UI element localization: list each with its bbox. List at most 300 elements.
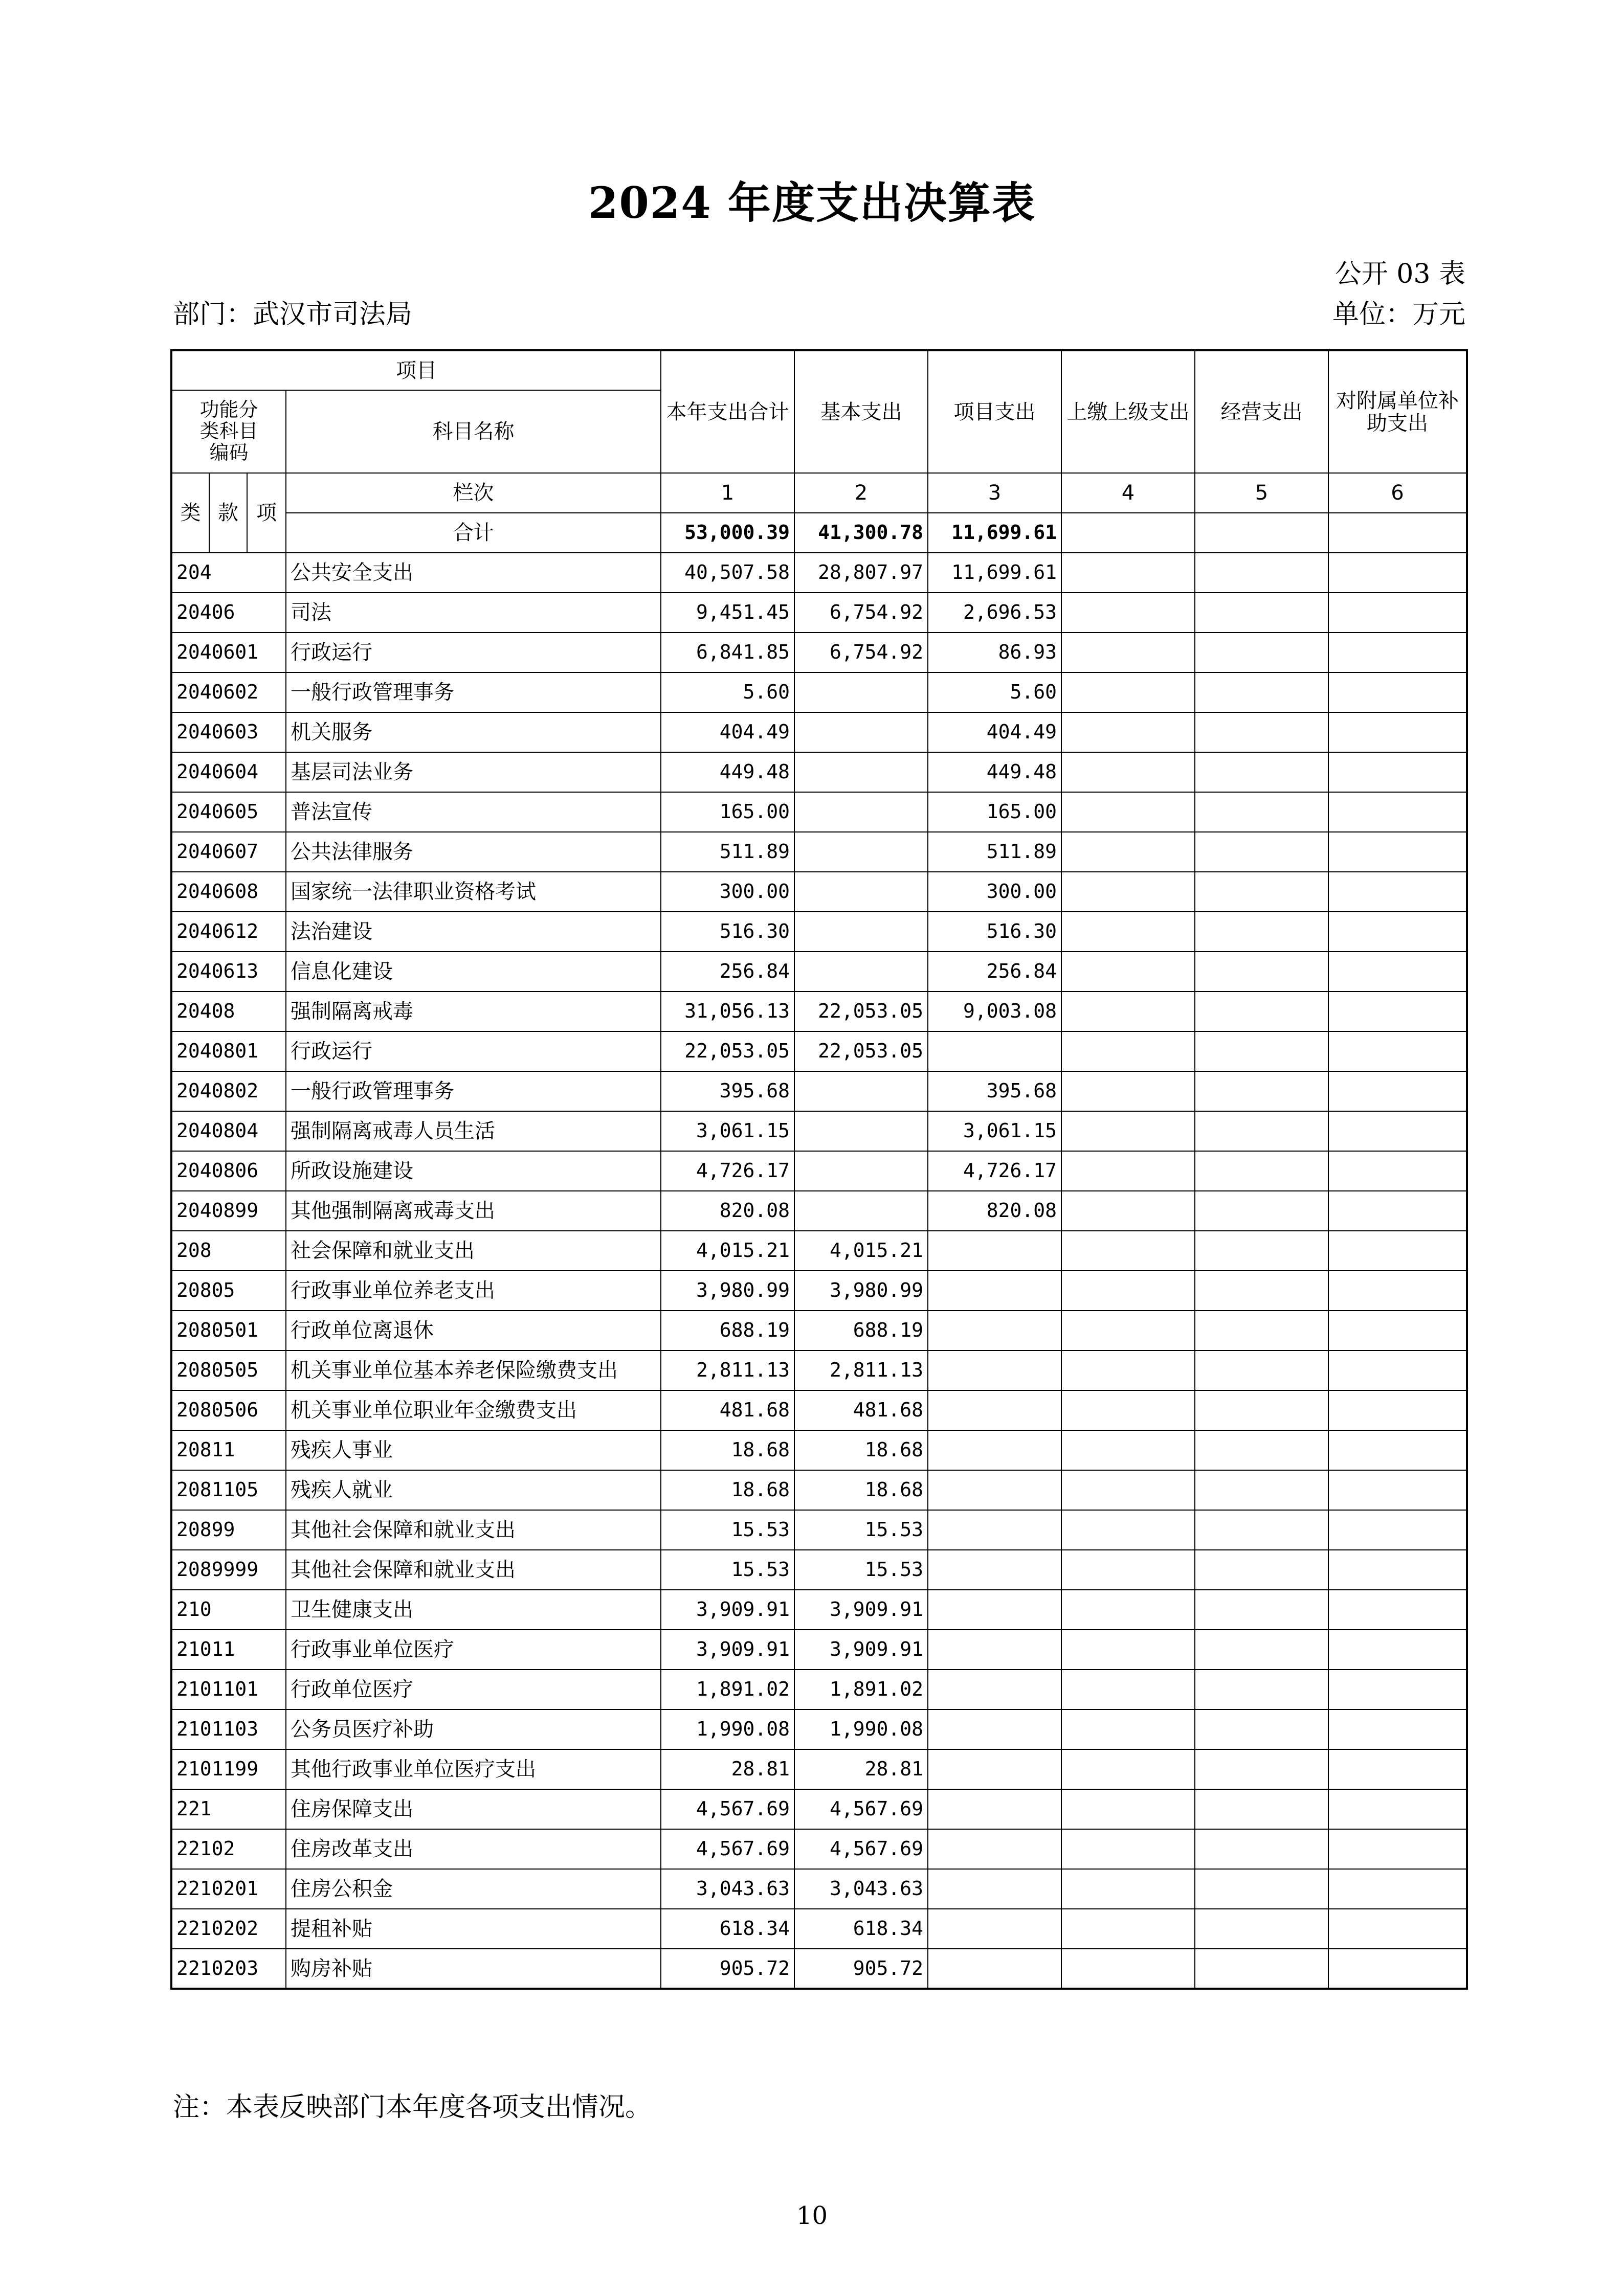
row-value xyxy=(928,1550,1061,1590)
row-value xyxy=(1328,1350,1467,1390)
row-name: 社会保障和就业支出 xyxy=(286,1231,661,1271)
row-value xyxy=(1328,1031,1467,1071)
row-value xyxy=(1061,1709,1195,1749)
row-value: 905.72 xyxy=(794,1949,928,1989)
row-value: 3,043.63 xyxy=(794,1869,928,1909)
row-value: 5.60 xyxy=(928,672,1061,712)
row-value: 511.89 xyxy=(928,832,1061,872)
row-value xyxy=(1328,1390,1467,1430)
row-value: 15.53 xyxy=(794,1550,928,1590)
row-code: 2210201 xyxy=(171,1869,286,1909)
row-code: 221 xyxy=(171,1789,286,1829)
row-name: 其他行政事业单位医疗支出 xyxy=(286,1749,661,1789)
row-value xyxy=(794,832,928,872)
row-value: 449.48 xyxy=(661,752,794,792)
row-code: 2040604 xyxy=(171,752,286,792)
row-name: 行政运行 xyxy=(286,633,661,672)
col-number-6: 6 xyxy=(1328,473,1467,513)
row-value xyxy=(1328,1470,1467,1510)
row-value xyxy=(1328,1630,1467,1670)
row-name: 行政单位医疗 xyxy=(286,1670,661,1709)
table-row xyxy=(171,1231,1467,1271)
row-value xyxy=(1328,1071,1467,1111)
row-name: 信息化建设 xyxy=(286,952,661,992)
row-value xyxy=(1195,593,1328,633)
row-value xyxy=(1061,1949,1195,1989)
row-value: 4,567.69 xyxy=(661,1829,794,1869)
row-value xyxy=(1195,633,1328,672)
row-value: 5.60 xyxy=(661,672,794,712)
table-row xyxy=(171,1111,1467,1151)
row-code: 2080505 xyxy=(171,1350,286,1390)
row-value xyxy=(1328,752,1467,792)
table-row xyxy=(171,1350,1467,1390)
row-value xyxy=(928,1311,1061,1350)
row-value xyxy=(1195,792,1328,832)
row-value: 1,990.08 xyxy=(794,1709,928,1749)
table-row xyxy=(171,1430,1467,1470)
table-row xyxy=(171,952,1467,992)
row-value xyxy=(1328,952,1467,992)
table-row xyxy=(171,1390,1467,1430)
row-code: 2040608 xyxy=(171,872,286,912)
row-name: 其他社会保障和就业支出 xyxy=(286,1550,661,1590)
row-value xyxy=(928,1470,1061,1510)
row-value: 618.34 xyxy=(661,1909,794,1949)
row-value: 15.53 xyxy=(794,1510,928,1550)
table-row xyxy=(171,1789,1467,1829)
row-value xyxy=(1061,1311,1195,1350)
table-row xyxy=(171,672,1467,712)
row-value xyxy=(1195,1709,1328,1749)
row-value xyxy=(1061,1630,1195,1670)
row-value xyxy=(1195,1829,1328,1869)
row-value xyxy=(1061,1350,1195,1390)
row-value: 1,891.02 xyxy=(794,1670,928,1709)
row-value: 449.48 xyxy=(928,752,1061,792)
table-row xyxy=(171,553,1467,593)
row-value xyxy=(794,712,928,752)
row-value: 4,567.69 xyxy=(661,1789,794,1829)
row-name: 机关事业单位职业年金缴费支出 xyxy=(286,1390,661,1430)
row-value: 18.68 xyxy=(661,1430,794,1470)
row-name: 机关事业单位基本养老保险缴费支出 xyxy=(286,1350,661,1390)
row-code: 210 xyxy=(171,1590,286,1630)
row-value: 3,043.63 xyxy=(661,1869,794,1909)
header-col-1: 本年支出合计 xyxy=(661,350,794,473)
row-value xyxy=(928,1869,1061,1909)
row-name: 公共法律服务 xyxy=(286,832,661,872)
table-row xyxy=(171,1909,1467,1949)
row-name: 行政运行 xyxy=(286,1031,661,1071)
row-code: 204 xyxy=(171,553,286,593)
row-value xyxy=(928,1789,1061,1829)
table-row xyxy=(171,872,1467,912)
row-value xyxy=(1061,633,1195,672)
row-value xyxy=(928,1829,1061,1869)
row-value: 4,567.69 xyxy=(794,1829,928,1869)
table-row xyxy=(171,633,1467,672)
table-row xyxy=(171,1311,1467,1350)
row-value xyxy=(794,1111,928,1151)
row-value xyxy=(1061,1151,1195,1191)
row-value xyxy=(1195,1670,1328,1709)
row-value: 3,980.99 xyxy=(794,1271,928,1311)
row-value xyxy=(1061,1909,1195,1949)
row-value xyxy=(794,912,928,952)
row-name: 行政事业单位养老支出 xyxy=(286,1271,661,1311)
row-value xyxy=(1328,712,1467,752)
row-value xyxy=(1328,1749,1467,1789)
row-code: 2040603 xyxy=(171,712,286,752)
table-row xyxy=(171,1670,1467,1709)
row-code: 2040804 xyxy=(171,1111,286,1151)
row-value xyxy=(1061,1390,1195,1430)
row-name: 一般行政管理事务 xyxy=(286,672,661,712)
row-value: 28.81 xyxy=(794,1749,928,1789)
row-value xyxy=(1328,1111,1467,1151)
row-code: 2040613 xyxy=(171,952,286,992)
row-value xyxy=(1061,792,1195,832)
row-value xyxy=(1328,1191,1467,1231)
row-code: 20406 xyxy=(171,593,286,633)
header-item: 项目 xyxy=(171,350,661,390)
row-value: 1,891.02 xyxy=(661,1670,794,1709)
row-value xyxy=(1195,1749,1328,1789)
form-number: 公开 03 表 xyxy=(1334,259,1465,289)
row-value xyxy=(1061,1869,1195,1909)
row-value xyxy=(1328,792,1467,832)
row-value xyxy=(1061,1071,1195,1111)
total-value: 53,000.39 xyxy=(661,513,794,553)
row-value xyxy=(794,672,928,712)
row-value xyxy=(1061,832,1195,872)
row-value: 4,567.69 xyxy=(794,1789,928,1829)
row-value: 256.84 xyxy=(928,952,1061,992)
row-code: 2080506 xyxy=(171,1390,286,1430)
row-value: 165.00 xyxy=(661,792,794,832)
row-value: 2,811.13 xyxy=(794,1350,928,1390)
row-value xyxy=(1061,1031,1195,1071)
row-name: 住房保障支出 xyxy=(286,1789,661,1829)
row-value: 6,841.85 xyxy=(661,633,794,672)
row-value xyxy=(1195,992,1328,1031)
row-value xyxy=(1195,752,1328,792)
row-value xyxy=(1061,1670,1195,1709)
row-name: 国家统一法律职业资格考试 xyxy=(286,872,661,912)
row-value xyxy=(1328,1311,1467,1350)
table-row xyxy=(171,792,1467,832)
row-value: 3,909.91 xyxy=(661,1630,794,1670)
row-value xyxy=(1195,1031,1328,1071)
row-value xyxy=(1328,1670,1467,1709)
total-value: 11,699.61 xyxy=(928,513,1061,553)
table-row xyxy=(171,1949,1467,1989)
total-label: 合计 xyxy=(286,513,661,553)
table-row xyxy=(171,1071,1467,1111)
row-value: 3,061.15 xyxy=(928,1111,1061,1151)
table-row xyxy=(171,1630,1467,1670)
row-value: 300.00 xyxy=(661,872,794,912)
row-value xyxy=(1328,1550,1467,1590)
row-value xyxy=(1061,1590,1195,1630)
row-value: 618.34 xyxy=(794,1909,928,1949)
row-value: 820.08 xyxy=(661,1191,794,1231)
row-value xyxy=(1195,553,1328,593)
total-row xyxy=(171,513,1467,553)
row-value xyxy=(928,1271,1061,1311)
row-value: 18.68 xyxy=(661,1470,794,1510)
row-code: 2040612 xyxy=(171,912,286,952)
row-value xyxy=(928,1670,1061,1709)
row-name: 住房改革支出 xyxy=(286,1829,661,1869)
table-row xyxy=(171,1151,1467,1191)
row-value xyxy=(1195,952,1328,992)
row-value: 3,909.91 xyxy=(794,1590,928,1630)
row-value xyxy=(1195,672,1328,712)
row-value xyxy=(1195,1789,1328,1829)
total-value xyxy=(1061,513,1195,553)
row-code: 22102 xyxy=(171,1829,286,1869)
row-value xyxy=(1195,1909,1328,1949)
row-value xyxy=(928,1430,1061,1470)
row-value xyxy=(1195,1071,1328,1111)
row-value xyxy=(1061,1111,1195,1151)
table-row xyxy=(171,752,1467,792)
table-row xyxy=(171,1749,1467,1789)
row-name: 法治建设 xyxy=(286,912,661,952)
table-row xyxy=(171,1470,1467,1510)
col-number-5: 5 xyxy=(1195,473,1328,513)
row-value xyxy=(928,1350,1061,1390)
row-value xyxy=(1195,712,1328,752)
row-value: 9,451.45 xyxy=(661,593,794,633)
row-value xyxy=(794,1071,928,1111)
col-number-2: 2 xyxy=(794,473,928,513)
row-name: 司法 xyxy=(286,593,661,633)
row-value: 4,015.21 xyxy=(661,1231,794,1271)
row-code: 2040602 xyxy=(171,672,286,712)
row-value xyxy=(1328,1909,1467,1949)
row-code: 2040806 xyxy=(171,1151,286,1191)
row-value xyxy=(928,1909,1061,1949)
row-value xyxy=(1328,1590,1467,1630)
row-value xyxy=(1195,912,1328,952)
row-value: 9,003.08 xyxy=(928,992,1061,1031)
page-number: 10 xyxy=(796,2201,828,2230)
total-value xyxy=(1328,513,1467,553)
row-value: 6,754.92 xyxy=(794,593,928,633)
row-value: 6,754.92 xyxy=(794,633,928,672)
row-code: 20408 xyxy=(171,992,286,1031)
row-value xyxy=(1328,872,1467,912)
row-value xyxy=(1195,872,1328,912)
col-number-1: 1 xyxy=(661,473,794,513)
row-value xyxy=(1195,1151,1328,1191)
row-name: 其他强制隔离戒毒支出 xyxy=(286,1191,661,1231)
row-value: 18.68 xyxy=(794,1470,928,1510)
row-value xyxy=(794,872,928,912)
row-name: 残疾人就业 xyxy=(286,1470,661,1510)
row-value: 516.30 xyxy=(928,912,1061,952)
row-value xyxy=(1061,952,1195,992)
row-value: 15.53 xyxy=(661,1550,794,1590)
row-code: 2040801 xyxy=(171,1031,286,1071)
header-class: 类 xyxy=(171,473,209,553)
row-name: 机关服务 xyxy=(286,712,661,752)
header-col-2: 基本支出 xyxy=(794,350,928,473)
row-code: 2101101 xyxy=(171,1670,286,1709)
row-value xyxy=(1328,992,1467,1031)
row-value xyxy=(1328,1869,1467,1909)
total-value xyxy=(1195,513,1328,553)
row-value: 86.93 xyxy=(928,633,1061,672)
row-value: 688.19 xyxy=(794,1311,928,1350)
row-code: 2101103 xyxy=(171,1709,286,1749)
table-row xyxy=(171,1869,1467,1909)
row-name: 提租补贴 xyxy=(286,1909,661,1949)
table-row xyxy=(171,1271,1467,1311)
row-value: 2,696.53 xyxy=(928,593,1061,633)
row-value: 395.68 xyxy=(928,1071,1061,1111)
row-code: 21011 xyxy=(171,1630,286,1670)
header-col-4: 上缴上级支出 xyxy=(1061,350,1195,473)
table-note: 注：本表反映部门本年度各项支出情况。 xyxy=(173,2092,652,2123)
row-value xyxy=(1195,1390,1328,1430)
row-value: 40,507.58 xyxy=(661,553,794,593)
row-value: 905.72 xyxy=(661,1949,794,1989)
row-value: 28.81 xyxy=(661,1749,794,1789)
table-row xyxy=(171,1829,1467,1869)
row-value xyxy=(1328,1271,1467,1311)
row-code: 2040899 xyxy=(171,1191,286,1231)
row-value xyxy=(1328,832,1467,872)
row-value xyxy=(1195,1550,1328,1590)
row-value xyxy=(1328,593,1467,633)
row-name: 行政事业单位医疗 xyxy=(286,1630,661,1670)
row-code: 2040607 xyxy=(171,832,286,872)
row-code: 2081105 xyxy=(171,1470,286,1510)
row-name: 购房补贴 xyxy=(286,1949,661,1989)
row-value: 404.49 xyxy=(928,712,1061,752)
row-name: 残疾人事业 xyxy=(286,1430,661,1470)
row-code: 2089999 xyxy=(171,1550,286,1590)
row-value xyxy=(928,1630,1061,1670)
row-name: 公务员医疗补助 xyxy=(286,1709,661,1749)
row-value: 395.68 xyxy=(661,1071,794,1111)
row-value xyxy=(1061,872,1195,912)
table-row xyxy=(171,912,1467,952)
row-value xyxy=(1328,672,1467,712)
row-value xyxy=(928,1231,1061,1271)
table-row xyxy=(171,832,1467,872)
table-row xyxy=(171,992,1467,1031)
row-value xyxy=(928,1510,1061,1550)
row-value xyxy=(928,1709,1061,1749)
row-code: 2101199 xyxy=(171,1749,286,1789)
table-row xyxy=(171,1191,1467,1231)
row-value: 22,053.05 xyxy=(794,1031,928,1071)
row-name: 行政单位离退休 xyxy=(286,1311,661,1350)
row-value xyxy=(928,1031,1061,1071)
row-value xyxy=(1195,1949,1328,1989)
row-value xyxy=(1061,553,1195,593)
row-value xyxy=(1328,1151,1467,1191)
row-value: 4,726.17 xyxy=(661,1151,794,1191)
table-row xyxy=(171,593,1467,633)
row-code: 2210202 xyxy=(171,1909,286,1949)
row-value xyxy=(1195,1430,1328,1470)
row-value xyxy=(1061,672,1195,712)
row-value xyxy=(1061,1191,1195,1231)
row-value: 256.84 xyxy=(661,952,794,992)
col-number-4: 4 xyxy=(1061,473,1195,513)
row-value xyxy=(1061,992,1195,1031)
row-value: 3,061.15 xyxy=(661,1111,794,1151)
row-value: 2,811.13 xyxy=(661,1350,794,1390)
row-value xyxy=(1328,553,1467,593)
row-value xyxy=(1061,1470,1195,1510)
header-kuan: 款 xyxy=(209,473,247,553)
row-code: 2040605 xyxy=(171,792,286,832)
row-value: 511.89 xyxy=(661,832,794,872)
row-name: 住房公积金 xyxy=(286,1869,661,1909)
row-value: 15.53 xyxy=(661,1510,794,1550)
row-value xyxy=(1195,1271,1328,1311)
header-col-6: 对附属单位补助支出 xyxy=(1328,350,1467,473)
row-value xyxy=(1195,1510,1328,1550)
row-value xyxy=(1061,912,1195,952)
row-value xyxy=(1195,832,1328,872)
table-row xyxy=(171,1031,1467,1071)
row-value: 688.19 xyxy=(661,1311,794,1350)
row-value xyxy=(794,752,928,792)
row-value xyxy=(1195,1630,1328,1670)
row-value: 481.68 xyxy=(661,1390,794,1430)
row-value xyxy=(1328,1231,1467,1271)
row-value xyxy=(794,792,928,832)
row-value: 300.00 xyxy=(928,872,1061,912)
row-name: 普法宣传 xyxy=(286,792,661,832)
row-name: 一般行政管理事务 xyxy=(286,1071,661,1111)
row-value xyxy=(1328,1709,1467,1749)
row-name: 公共安全支出 xyxy=(286,553,661,593)
row-value xyxy=(928,1590,1061,1630)
row-value: 28,807.97 xyxy=(794,553,928,593)
row-value xyxy=(1061,1829,1195,1869)
row-value: 1,990.08 xyxy=(661,1709,794,1749)
row-value: 3,909.91 xyxy=(794,1630,928,1670)
row-value xyxy=(1328,1510,1467,1550)
row-value xyxy=(1061,593,1195,633)
row-name: 所政设施建设 xyxy=(286,1151,661,1191)
row-value: 820.08 xyxy=(928,1191,1061,1231)
row-value xyxy=(1061,1789,1195,1829)
row-value xyxy=(794,952,928,992)
row-value: 22,053.05 xyxy=(661,1031,794,1071)
row-value xyxy=(794,1191,928,1231)
row-code: 20811 xyxy=(171,1430,286,1470)
table-row xyxy=(171,712,1467,752)
total-value: 41,300.78 xyxy=(794,513,928,553)
expenditure-table xyxy=(170,349,1468,1990)
page-title: 2024 年度支出决算表 xyxy=(588,177,1036,228)
row-code: 20899 xyxy=(171,1510,286,1550)
row-name: 基层司法业务 xyxy=(286,752,661,792)
row-value: 11,699.61 xyxy=(928,553,1061,593)
header-lanci: 栏次 xyxy=(286,473,661,513)
row-name: 强制隔离戒毒人员生活 xyxy=(286,1111,661,1151)
